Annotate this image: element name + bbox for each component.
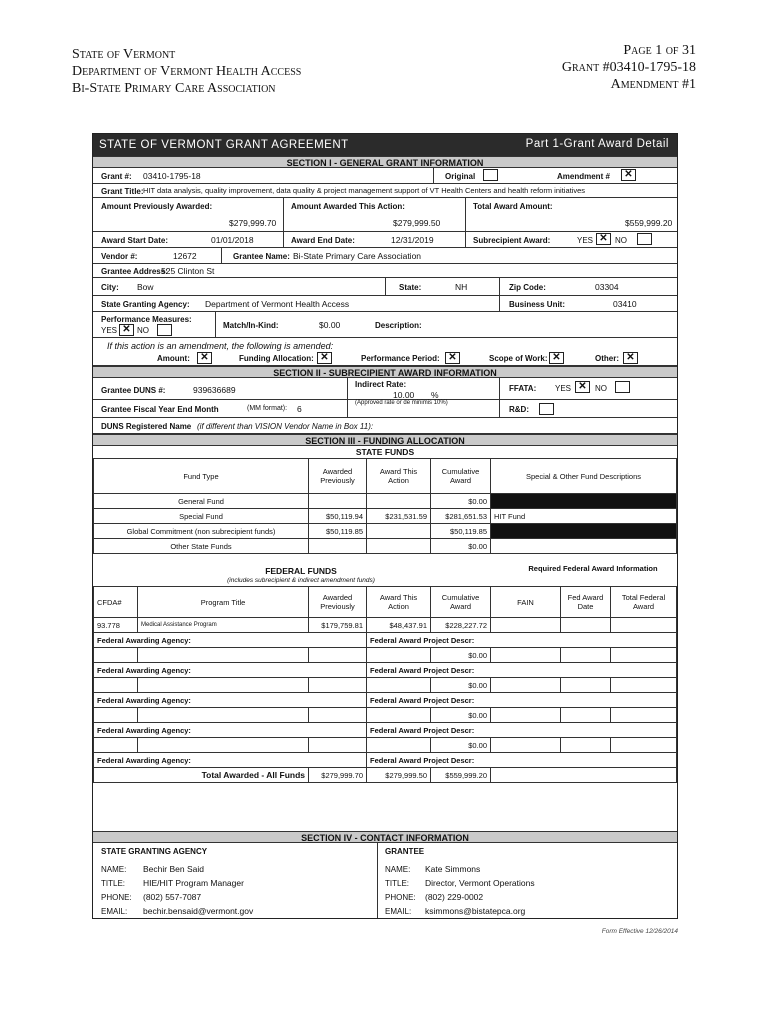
label: Scope of Work: — [489, 354, 548, 363]
grant-title-value: HIT data analysis, quality improvement, data quality & project management support of VT Health Centers and health reform initiatives — [143, 186, 586, 195]
cell — [491, 494, 677, 509]
col-header: Awarded Previously — [309, 587, 367, 618]
cell: $48,437.91 — [367, 618, 431, 633]
cell — [491, 618, 561, 633]
table-row — [94, 738, 677, 753]
total-row — [94, 768, 677, 783]
zip-value: 03304 — [595, 282, 619, 292]
label: NO — [595, 384, 607, 393]
total-award-value: $559,999.20 — [625, 218, 673, 228]
state-funds-heading: STATE FUNDS — [355, 447, 415, 457]
label: State: — [399, 283, 422, 292]
descr-label: Federal Award Project Descr: — [367, 633, 677, 648]
label: NAME: — [385, 865, 411, 874]
form-title-bar — [93, 134, 677, 156]
rd-checkbox[interactable] — [539, 403, 554, 415]
label: PHONE: — [385, 893, 416, 902]
cell: $279,999.70 — [309, 768, 367, 783]
table-row — [94, 494, 677, 509]
label: YES — [555, 384, 572, 393]
table-row — [94, 708, 677, 723]
indirect-rate-value: 10.00 — [393, 390, 415, 400]
fund-type: General Fund — [94, 494, 309, 509]
cell: $0.00 — [431, 648, 491, 663]
cell — [491, 524, 677, 539]
cell — [309, 539, 367, 554]
federal-funds-heading: FEDERAL FUNDS — [265, 566, 337, 576]
table-row — [94, 618, 677, 633]
amount-this-action-value: $279,999.50 — [393, 218, 441, 228]
label: Amount Awarded This Action: — [291, 202, 405, 211]
label: Grant #: — [101, 172, 132, 181]
grantee-name-value: Bi-State Primary Care Association — [293, 251, 422, 261]
page-number: Page 1 of 31 — [623, 43, 696, 58]
fund-type: Global Commitment (non subrecipient funds) — [94, 524, 309, 539]
grant-number: Grant #03410-1795-18 — [561, 60, 696, 75]
label: TITLE: — [385, 879, 410, 888]
label: Original — [445, 172, 476, 181]
label: Funding Allocation: — [239, 354, 314, 363]
cell — [611, 618, 677, 633]
business-unit-value: 03410 — [613, 299, 637, 309]
ffata-yes-checkbox[interactable]: ✕ — [575, 381, 590, 393]
program-title: Medical Assistance Program — [138, 618, 309, 633]
grant-number-row — [93, 168, 677, 184]
grant-form — [92, 133, 678, 843]
amendment-checkbox[interactable]: ✕ — [621, 169, 636, 181]
label: STATE GRANTING AGENCY — [101, 847, 208, 856]
doc-header-right — [562, 42, 696, 93]
agency-label: Federal Awarding Agency: — [94, 693, 367, 708]
label: NO — [615, 236, 627, 245]
label: Performance Measures: — [101, 315, 192, 324]
col-header: Special & Other Fund Descriptions — [491, 459, 677, 494]
cell — [309, 494, 367, 509]
cell: $0.00 — [431, 708, 491, 723]
cell: $559,999.20 — [431, 768, 491, 783]
grantee-contact-title: Director, Vermont Operations — [425, 878, 535, 888]
label: (MM format): — [247, 405, 288, 412]
state-contact-name: Bechir Ben Said — [143, 864, 204, 874]
grant-number-value: 03410-1795-18 — [143, 171, 201, 181]
label: Other: — [595, 354, 619, 363]
amended-other-checkbox[interactable]: ✕ — [623, 352, 638, 364]
address-value: 525 Clinton St — [161, 266, 215, 276]
label: NO — [137, 326, 149, 335]
col-header: FAIN — [491, 587, 561, 618]
col-header: Program Title — [138, 587, 309, 618]
label: Award Start Date: — [101, 236, 168, 245]
label: Subrecipient Award: — [473, 236, 551, 245]
amended-period-checkbox[interactable]: ✕ — [445, 352, 460, 364]
performance-yes-checkbox[interactable]: ✕ — [119, 324, 134, 336]
agency-row — [93, 296, 677, 312]
state-contact-phone: (802) 557-7087 — [143, 892, 202, 902]
label: FFATA: — [509, 384, 537, 393]
header-line: Bi-State Primary Care Association — [72, 81, 276, 96]
cell: $279,999.50 — [367, 768, 431, 783]
label: NAME: — [101, 865, 127, 874]
header-line: Department of Vermont Health Access — [72, 64, 302, 79]
col-header: Award This Action — [367, 587, 431, 618]
label: Business Unit: — [509, 300, 566, 309]
fiscal-row — [93, 400, 677, 418]
cell: $0.00 — [431, 678, 491, 693]
grantee-contact-email[interactable]: ksimmons@bistatepca.org — [425, 906, 526, 916]
fund-type: Special Fund — [94, 509, 309, 524]
federal-funds-table — [93, 586, 677, 783]
section-4-header: SECTION IV - CONTACT INFORMATION — [93, 831, 677, 843]
label: Zip Code: — [509, 283, 546, 292]
performance-no-checkbox[interactable] — [157, 324, 172, 336]
grantee-contact-name: Kate Simmons — [425, 864, 481, 874]
start-date-value: 01/01/2018 — [211, 235, 254, 245]
label: Vendor #: — [101, 252, 138, 261]
cell: $0.00 — [431, 738, 491, 753]
label: Total Award Amount: — [473, 202, 553, 211]
form-title: STATE OF VERMONT GRANT AGREEMENT — [99, 139, 349, 151]
label: GRANTEE — [385, 847, 425, 856]
table-row — [94, 509, 677, 524]
col-header: Award This Action — [367, 459, 431, 494]
section-3-header: SECTION III - FUNDING ALLOCATION — [93, 434, 677, 446]
agency-label: Federal Awarding Agency: — [94, 633, 367, 648]
label: YES — [577, 236, 594, 245]
state-value: NH — [455, 282, 468, 292]
duns-row — [93, 378, 677, 400]
grant-title-row — [93, 184, 677, 198]
agency-value: Department of Vermont Health Access — [205, 299, 350, 309]
cell: $50,119.85 — [431, 524, 491, 539]
cell: $50,119.85 — [309, 524, 367, 539]
amended-scope-checkbox[interactable]: ✕ — [549, 352, 564, 364]
ffata-no-checkbox[interactable] — [615, 381, 630, 393]
label: TITLE: — [101, 879, 126, 888]
cell: $228,227.72 — [431, 618, 491, 633]
label: Award End Date: — [291, 236, 355, 245]
cell: $0.00 — [431, 494, 491, 509]
label: Amount: — [157, 354, 190, 363]
indirect-note: (Approved rate or de minimis 10%) — [355, 400, 448, 406]
label: DUNS Registered Name — [101, 422, 192, 431]
cell — [367, 539, 431, 554]
label: Grant Title: — [101, 187, 144, 196]
label: Description: — [375, 321, 422, 330]
col-header: Cumulative Award — [431, 587, 491, 618]
amount-previous-value: $279,999.70 — [229, 218, 277, 228]
city-row — [93, 278, 677, 296]
table-row — [94, 524, 677, 539]
label: City: — [101, 283, 119, 292]
label: Grantee Name: — [233, 252, 290, 261]
total-label: Total Awarded - All Funds — [94, 768, 309, 783]
federal-funds-sub: (includes subrecipient & indirect amendment funds) — [227, 577, 375, 584]
dates-row — [93, 232, 677, 248]
performance-row — [93, 312, 677, 338]
table-row — [94, 648, 677, 663]
address-row — [93, 264, 677, 278]
cell — [367, 524, 431, 539]
label: Grantee Fiscal Year End Month — [101, 405, 219, 414]
label: Amount Previously Awarded: — [101, 202, 213, 211]
label: Performance Period: — [361, 354, 440, 363]
label: Grantee DUNS #: — [101, 386, 166, 395]
label: PHONE: — [101, 893, 132, 902]
agency-label: Federal Awarding Agency: — [94, 663, 367, 678]
header-line: State of Vermont — [72, 47, 176, 62]
col-header: Total Federal Award — [611, 587, 677, 618]
doc-header-left — [72, 46, 301, 97]
label: EMAIL: — [101, 907, 128, 916]
grantee-contact-phone: (802) 229-0002 — [425, 892, 484, 902]
vendor-value: 12672 — [173, 251, 197, 261]
amendment-number: Amendment #1 — [610, 77, 696, 92]
required-federal-heading: Required Federal Award Information — [528, 564, 658, 573]
fund-type: Other State Funds — [94, 539, 309, 554]
col-header: Fund Type — [94, 459, 309, 494]
percent-sign: % — [431, 390, 439, 400]
label: EMAIL: — [385, 907, 412, 916]
descr-label: Federal Award Project Descr: — [367, 663, 677, 678]
amounts-row — [93, 198, 677, 232]
state-contact-title: HIE/HIT Program Manager — [143, 878, 244, 888]
duns-name-row — [93, 418, 677, 434]
duns-value: 939636689 — [193, 385, 236, 395]
amend-note: If this action is an amendment, the following is amended: — [107, 341, 334, 351]
label: Indirect Rate: — [355, 380, 407, 389]
section-1-header: SECTION I - GENERAL GRANT INFORMATION — [93, 156, 677, 168]
state-funds-table — [93, 458, 677, 554]
section-2-header: SECTION II - SUBRECIPIENT AWARD INFORMATION — [93, 366, 677, 378]
state-contact-email[interactable]: bechir.bensaid@vermont.gov — [143, 906, 254, 916]
cell: $281,651.53 — [431, 509, 491, 524]
col-header: Cumulative Award — [431, 459, 491, 494]
vendor-row — [93, 248, 677, 264]
cfda: 93.778 — [94, 618, 138, 633]
amended-amount-checkbox[interactable]: ✕ — [197, 352, 212, 364]
form-effective-date: Form Effective 12/26/2014 — [601, 928, 678, 935]
col-header: CFDA# — [94, 587, 138, 618]
descr-label: Federal Award Project Descr: — [367, 723, 677, 738]
label: State Granting Agency: — [101, 300, 190, 309]
contact-block — [92, 843, 678, 919]
subrecipient-yes-checkbox[interactable]: ✕ — [596, 233, 611, 245]
label: Match/In-Kind: — [223, 321, 279, 330]
fiscal-month-value: 6 — [297, 404, 302, 414]
original-checkbox[interactable] — [483, 169, 498, 181]
label: Grantee Address: — [101, 267, 168, 276]
cell: HIT Fund — [491, 509, 677, 524]
form-part: Part 1-Grant Award Detail — [525, 138, 669, 150]
agency-label: Federal Awarding Agency: — [94, 753, 367, 768]
label: YES — [101, 326, 118, 335]
cell — [491, 539, 677, 554]
label: Amendment # — [557, 172, 610, 181]
city-value: Bow — [137, 282, 154, 292]
descr-label: Federal Award Project Descr: — [367, 753, 677, 768]
amended-items-row — [93, 338, 677, 366]
label: (if different than VISION Vendor Name in Box 11): — [197, 422, 374, 431]
col-header: Awarded Previously — [309, 459, 367, 494]
subrecipient-no-checkbox[interactable] — [637, 233, 652, 245]
cell: $0.00 — [431, 539, 491, 554]
descr-label: Federal Award Project Descr: — [367, 693, 677, 708]
col-header: Fed Award Date — [561, 587, 611, 618]
end-date-value: 12/31/2019 — [391, 235, 434, 245]
table-row — [94, 678, 677, 693]
match-value: $0.00 — [319, 320, 341, 330]
table-row — [94, 539, 677, 554]
cell: $50,119.94 — [309, 509, 367, 524]
cell — [367, 494, 431, 509]
amended-funding-checkbox[interactable]: ✕ — [317, 352, 332, 364]
label: R&D: — [509, 405, 529, 414]
cell: $179,759.81 — [309, 618, 367, 633]
cell: $231,531.59 — [367, 509, 431, 524]
cell — [561, 618, 611, 633]
agency-label: Federal Awarding Agency: — [94, 723, 367, 738]
